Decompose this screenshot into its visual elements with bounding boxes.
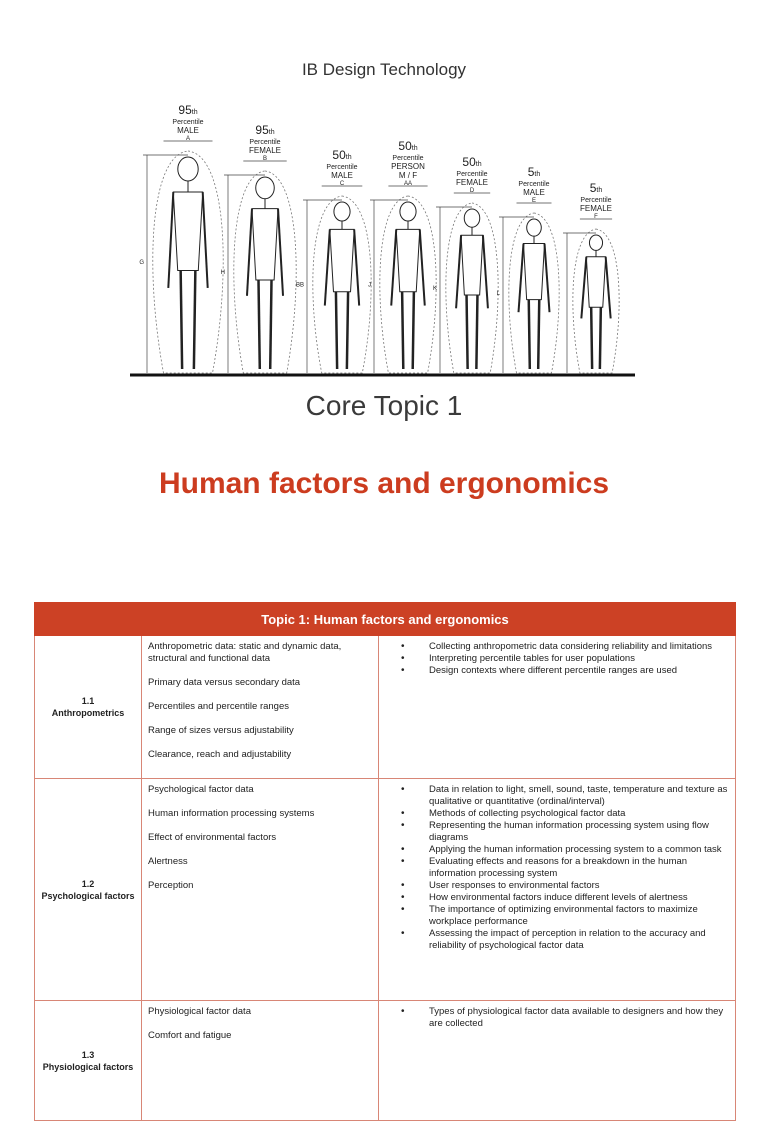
figure-arm-left xyxy=(456,235,461,308)
percentile-number: 95th xyxy=(178,103,198,117)
concept-item: Perception xyxy=(148,880,194,891)
height-dimension-label: BB xyxy=(295,282,304,289)
figure-arm-right xyxy=(354,229,359,305)
percentile-label: FEMALE xyxy=(248,146,282,155)
figure-torso xyxy=(252,209,278,280)
figure-leg-right xyxy=(347,292,348,369)
percentile-label: MALE xyxy=(177,126,199,135)
skill-item: • Collecting anthropometric data considering reliability and limitations xyxy=(429,641,729,653)
figure-arm-left xyxy=(581,257,586,319)
skills-cell xyxy=(379,1001,736,1121)
skill-item: • How environmental factors induce different levels of alertness xyxy=(429,892,729,904)
topic-name: Anthropometrics xyxy=(51,708,125,718)
percentile-label: Percentile xyxy=(518,181,550,188)
skill-item: • Applying the human information processing system to a common task xyxy=(429,844,729,856)
figure-arm-left xyxy=(519,244,524,313)
percentile-label: MALE xyxy=(331,171,353,180)
width-dimension-label: D xyxy=(469,188,475,194)
core-topic-title: Core Topic 1 xyxy=(305,390,463,421)
figure-leg-right xyxy=(270,280,271,369)
width-dimension-label: C xyxy=(339,181,345,187)
topic-number: 1.3 xyxy=(81,1049,95,1060)
height-dimension-label: H xyxy=(220,270,225,276)
figure-arm-right xyxy=(545,244,550,313)
percentile-label: Percentile xyxy=(249,139,281,146)
percentile-label: Percentile xyxy=(326,164,358,171)
table-header: Topic 1: Human factors and ergonomics xyxy=(35,603,736,636)
figure-leg-left xyxy=(402,292,403,369)
figure-torso xyxy=(461,235,483,295)
figure-torso xyxy=(173,192,202,270)
skill-item: • User responses to environmental factors xyxy=(429,880,729,892)
figure-leg-right xyxy=(413,292,414,369)
figure-head xyxy=(464,209,480,227)
percentile-label: FEMALE xyxy=(579,204,613,213)
figure-leg-left xyxy=(258,280,259,369)
figure-leg-left xyxy=(591,307,592,369)
figure-leg-left xyxy=(529,300,530,369)
width-dimension-label: B xyxy=(262,156,268,162)
figure-head xyxy=(256,177,275,199)
concept-item: Percentiles and percentile ranges xyxy=(148,701,290,712)
topic-cell xyxy=(35,779,142,1001)
percentile-label: PERSON xyxy=(391,162,425,171)
figure-leg-left xyxy=(181,271,182,369)
figure-torso xyxy=(330,229,354,291)
figure-leg-right xyxy=(194,271,195,369)
percentile-number: 50th xyxy=(332,148,352,162)
figure-leg-right xyxy=(538,300,539,369)
skill-item: • Types of physiological factor data available to designers and how they are collected xyxy=(429,1006,729,1030)
skill-item: • Interpreting percentile tables for user populations xyxy=(429,653,729,665)
figure-arm-right xyxy=(420,229,425,305)
table-row xyxy=(35,779,736,1001)
percentile-label: Percentile xyxy=(456,171,488,178)
concept-item: Human information processing systems xyxy=(148,808,315,819)
percentile-number: 95th xyxy=(255,123,275,137)
height-dimension-label: G xyxy=(139,260,144,266)
concept-item: Clearance, reach and adjustability xyxy=(148,749,292,760)
figure-head xyxy=(178,157,198,181)
percentile-label: Percentile xyxy=(392,155,424,162)
percentile-label: Percentile xyxy=(580,197,612,204)
skill-item: • Evaluating effects and reasons for a breakdown in the human information processing system xyxy=(429,856,729,880)
percentile-label: FEMALE xyxy=(455,178,489,187)
document-header: IB Design Technology xyxy=(301,60,467,79)
figure-arm-left xyxy=(325,229,330,305)
figure-leg-right xyxy=(476,295,477,369)
skills-cell xyxy=(379,636,736,779)
topic-name: Psychological factors xyxy=(41,890,135,901)
figure-torso xyxy=(396,229,420,291)
topic-number: 1.2 xyxy=(81,878,95,889)
concept-item: Psychological factor data xyxy=(148,784,254,795)
table-row xyxy=(35,636,736,779)
concept-item: Range of sizes versus adjustability xyxy=(148,725,294,736)
concept-item: Effect of environmental factors xyxy=(148,832,277,843)
width-dimension-label: F xyxy=(594,214,598,220)
percentile-label: MALE xyxy=(523,188,545,197)
figure-arm-left xyxy=(247,209,252,296)
skill-item: • Data in relation to light, smell, sound, taste, temperature and texture as qualitative or quantitative (ordinal/interval) xyxy=(429,784,729,808)
topic-cell xyxy=(35,1001,142,1121)
concept-item: Anthropometric data: static and dynamic data, structural and functional data xyxy=(148,641,342,664)
concepts-cell xyxy=(142,779,379,1001)
height-dimension-label: L xyxy=(496,291,500,297)
concept-item: Alertness xyxy=(148,856,188,867)
skill-item: • Design contexts where different percentile ranges are used xyxy=(429,665,729,677)
concepts-cell xyxy=(142,1001,379,1121)
figure-head xyxy=(527,219,542,236)
topic-cell xyxy=(35,636,142,779)
concepts-cell xyxy=(142,636,379,779)
figure-arm-right xyxy=(606,257,611,319)
skill-item: • Assessing the impact of perception in relation to the accuracy and reliability of psychological factor data xyxy=(429,928,729,952)
skill-item: • Representing the human information processing system using flow diagrams xyxy=(429,820,729,844)
topic-table xyxy=(34,602,736,1121)
topic-name: Physiological factors xyxy=(42,1061,134,1072)
width-dimension-label: A xyxy=(185,136,191,142)
figure-arm-right xyxy=(483,235,488,308)
figure-head xyxy=(334,202,350,221)
figure-head xyxy=(589,235,602,250)
figure-head xyxy=(400,202,416,221)
percentile-label: M / F xyxy=(398,171,418,180)
anthropometric-figure-illustration xyxy=(120,95,640,385)
figure-arm-left xyxy=(168,192,173,288)
concept-item: Primary data versus secondary data xyxy=(148,677,301,688)
main-title: Human factors and ergonomics xyxy=(158,467,610,500)
percentile-label: Percentile xyxy=(172,119,204,126)
table-row xyxy=(35,1001,736,1121)
figure-leg-left xyxy=(467,295,468,369)
figure-arm-right xyxy=(278,209,283,296)
figure-arm-right xyxy=(203,192,208,288)
percentile-number: 50th xyxy=(462,155,482,169)
concept-item: Comfort and fatigue xyxy=(148,1030,232,1041)
skill-item: • Methods of collecting psychological factor data xyxy=(429,808,729,820)
height-dimension-label: K xyxy=(432,286,437,292)
figure-leg-left xyxy=(336,292,337,369)
figure-leg-right xyxy=(600,307,601,369)
percentile-number: 5th xyxy=(589,181,603,195)
skill-item: • The importance of optimizing environmental factors to maximize workplace performance xyxy=(429,904,729,928)
width-dimension-label: AA xyxy=(403,181,413,187)
skills-cell xyxy=(379,779,736,1001)
percentile-number: 5th xyxy=(527,165,541,179)
height-dimension-label: J xyxy=(368,282,371,289)
percentile-number: 50th xyxy=(398,139,418,153)
figure-torso xyxy=(524,244,545,300)
figure-arm-left xyxy=(391,229,396,305)
topic-number: 1.1 xyxy=(81,696,95,706)
width-dimension-label: E xyxy=(531,198,537,204)
concept-item: Physiological factor data xyxy=(148,1006,251,1017)
figure-torso xyxy=(586,257,605,307)
